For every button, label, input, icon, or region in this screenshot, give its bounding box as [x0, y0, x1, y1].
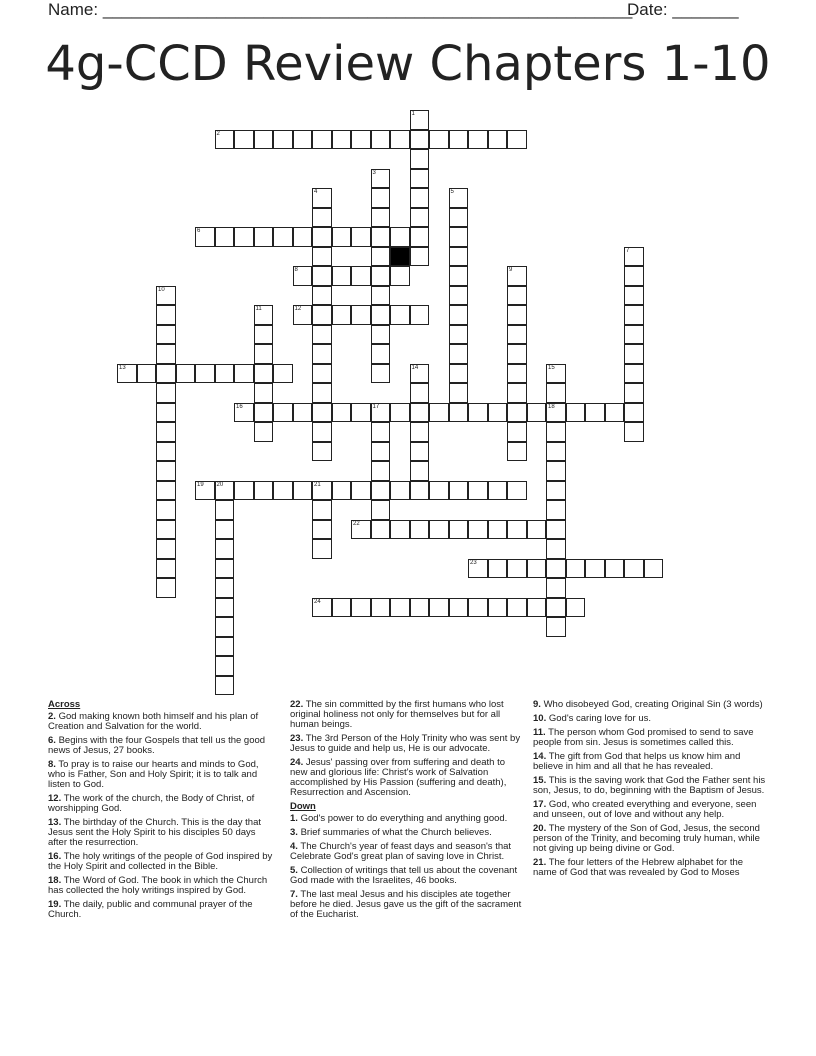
grid-cell[interactable]: [390, 598, 410, 618]
grid-cell[interactable]: [332, 481, 352, 501]
grid-cell[interactable]: [312, 500, 332, 520]
grid-cell[interactable]: [215, 364, 235, 384]
clue-down-15: 15. This is the saving work that God the Father sent his son, Jesus, to do, beginning with the Baptism of Jesus.: [533, 775, 766, 796]
grid-cell[interactable]: [449, 325, 469, 345]
clue-number: 7: [626, 247, 630, 254]
grid-cell[interactable]: [312, 305, 332, 325]
grid-cell[interactable]: [390, 266, 410, 286]
grid-cell[interactable]: [254, 481, 274, 501]
grid-cell[interactable]: [273, 403, 293, 423]
grid-cell[interactable]: [371, 598, 391, 618]
clue-number: 6: [197, 228, 201, 234]
clue-down-11: 11. The person whom God promised to send to save people from sin. Jesus is sometimes called this.: [533, 727, 754, 748]
grid-cell[interactable]: [215, 676, 235, 696]
grid-cell[interactable]: [566, 559, 586, 579]
grid-cell[interactable]: [371, 403, 391, 423]
clue-down-17: 17. God, who created everything and everyone, seen and unseen, out of love and without any help.: [533, 799, 757, 820]
grid-cell[interactable]: [293, 305, 313, 325]
grid-cell[interactable]: [293, 481, 313, 501]
grid-cell[interactable]: [371, 325, 391, 345]
grid-cell[interactable]: [449, 286, 469, 306]
grid-cell[interactable]: [546, 598, 566, 618]
grid-cell[interactable]: [234, 403, 254, 423]
grid-cell[interactable]: [468, 598, 488, 618]
grid-cell[interactable]: [371, 305, 391, 325]
grid-cell[interactable]: [254, 344, 274, 364]
grid-cell[interactable]: [156, 344, 176, 364]
clue-number: 23: [470, 559, 477, 566]
grid-cell[interactable]: [312, 227, 332, 247]
grid-cell[interactable]: [449, 188, 469, 208]
grid-cell[interactable]: [254, 130, 274, 150]
grid-cell[interactable]: [390, 130, 410, 150]
clue-across-16: 16. The holy writings of the people of God inspired by the Holy Spirit and collected in the Bible.: [48, 851, 273, 872]
grid-cell[interactable]: [312, 247, 332, 267]
grid-cell[interactable]: [410, 442, 430, 462]
across-heading: Across: [48, 699, 81, 710]
grid-cell[interactable]: [273, 130, 293, 150]
grid-cell[interactable]: [507, 442, 527, 462]
grid-cell[interactable]: [527, 598, 547, 618]
grid-cell[interactable]: [507, 520, 527, 540]
grid-cell[interactable]: [468, 130, 488, 150]
grid-cell[interactable]: [410, 208, 430, 228]
grid-cell[interactable]: [410, 520, 430, 540]
grid-cell[interactable]: [195, 364, 215, 384]
clue-number: 4: [314, 189, 318, 195]
grid-cell[interactable]: [254, 403, 274, 423]
grid-cell[interactable]: [156, 520, 176, 540]
clue-across-2: 2. God making known both himself and his plan of Creation and Salvation for the world.: [48, 711, 259, 732]
clue-number: 21: [314, 481, 321, 488]
grid-cell[interactable]: [351, 598, 371, 618]
grid-cell[interactable]: [488, 403, 508, 423]
grid-cell[interactable]: [215, 481, 235, 501]
grid-cell[interactable]: [156, 305, 176, 325]
grid-cell[interactable]: [488, 559, 508, 579]
grid-cell[interactable]: [507, 305, 527, 325]
grid-cell[interactable]: [527, 559, 547, 579]
grid-cell[interactable]: [546, 403, 566, 423]
grid-cell[interactable]: [332, 227, 352, 247]
grid-cell[interactable]: [546, 364, 566, 384]
grid-cell[interactable]: [312, 188, 332, 208]
clue-number: 3: [372, 169, 376, 176]
clue-number: 13: [119, 364, 126, 371]
grid-cell[interactable]: [215, 130, 235, 150]
grid-cell[interactable]: [410, 169, 430, 189]
grid-cell[interactable]: [468, 520, 488, 540]
grid-cell[interactable]: [624, 266, 644, 286]
grid-cell[interactable]: [371, 344, 391, 364]
grid-cell[interactable]: [332, 266, 352, 286]
grid-cell[interactable]: [624, 364, 644, 384]
clue-number: 14: [411, 364, 419, 371]
grid-cell[interactable]: [410, 247, 430, 267]
grid-cell[interactable]: [156, 442, 176, 462]
grid-cell[interactable]: [624, 344, 644, 364]
clue-number: 19: [197, 481, 204, 488]
grid-cell[interactable]: [507, 403, 527, 423]
grid-cell[interactable]: [371, 188, 391, 208]
grid-cell[interactable]: [312, 325, 332, 345]
clue-down-5: 5. Collection of writings that tell us about the covenant God made with the Israelites, 46 books.: [290, 865, 518, 886]
grid-cell[interactable]: [507, 559, 527, 579]
grid-cell[interactable]: [410, 598, 430, 618]
grid-cell[interactable]: [312, 598, 332, 618]
clue-down-7: 7. The last meal Jesus and his disciples ate together before he died. Jesus gave us the gift of the sacrament of the Eucharist.: [290, 889, 522, 920]
grid-cell[interactable]: [312, 422, 332, 442]
black-cell: [390, 247, 410, 267]
grid-cell[interactable]: [429, 520, 449, 540]
grid-cell[interactable]: [449, 344, 469, 364]
grid-cell[interactable]: [254, 305, 274, 325]
grid-cell[interactable]: [410, 364, 430, 384]
grid-cell[interactable]: [624, 383, 644, 403]
clue-number: 11: [255, 306, 262, 312]
grid-cell[interactable]: [488, 130, 508, 150]
grid-cell[interactable]: [351, 305, 371, 325]
clue-number: 5: [450, 189, 454, 195]
grid-cell[interactable]: [390, 305, 410, 325]
grid-cell[interactable]: [429, 598, 449, 618]
grid-cell[interactable]: [371, 130, 391, 150]
grid-cell[interactable]: [254, 227, 274, 247]
grid-cell[interactable]: [546, 422, 566, 442]
grid-cell[interactable]: [605, 559, 625, 579]
grid-cell[interactable]: [312, 286, 332, 306]
grid-cell[interactable]: [156, 383, 176, 403]
grid-cell[interactable]: [507, 383, 527, 403]
grid-cell[interactable]: [546, 617, 566, 637]
grid-cell[interactable]: [351, 227, 371, 247]
grid-cell[interactable]: [215, 520, 235, 540]
grid-cell[interactable]: [468, 481, 488, 501]
grid-cell[interactable]: [371, 422, 391, 442]
grid-cell[interactable]: [156, 461, 176, 481]
clues-column-3: [533, 700, 768, 882]
grid-cell[interactable]: [137, 364, 157, 384]
clue-down-21: 21. The four letters of the Hebrew alphabet for the name of God that was revealed by God to Moses: [533, 857, 744, 878]
grid-cell[interactable]: [507, 364, 527, 384]
clue-number: 15: [548, 364, 555, 371]
grid-cell[interactable]: [390, 227, 410, 247]
grid-cell[interactable]: [449, 364, 469, 384]
grid-cell[interactable]: [546, 442, 566, 462]
grid-cell[interactable]: [449, 305, 469, 325]
clue-number: 17: [372, 403, 380, 410]
grid-cell[interactable]: [585, 559, 605, 579]
clue-across-23: 23. The 3rd Person of the Holy Trinity who was sent by Jesus to guide and help us, He is our advocate.: [290, 733, 521, 754]
grid-cell[interactable]: [273, 227, 293, 247]
name-label: Name:: [48, 0, 99, 19]
clue-number: 24: [314, 598, 321, 605]
grid-cell[interactable]: [312, 344, 332, 364]
grid-cell[interactable]: [624, 305, 644, 325]
grid-cell[interactable]: [449, 247, 469, 267]
grid-cell[interactable]: [273, 364, 293, 384]
clue-number: 12: [294, 306, 302, 312]
grid-cell[interactable]: [488, 598, 508, 618]
grid-cell[interactable]: [156, 578, 176, 598]
grid-cell[interactable]: [156, 422, 176, 442]
grid-cell[interactable]: [254, 364, 274, 384]
grid-cell[interactable]: [449, 227, 469, 247]
grid-cell[interactable]: [488, 481, 508, 501]
clue-number: 2: [216, 130, 220, 137]
grid-cell[interactable]: [410, 149, 430, 169]
grid-cell[interactable]: [429, 403, 449, 423]
grid-cell[interactable]: [507, 325, 527, 345]
grid-cell[interactable]: [195, 227, 215, 247]
grid-cell[interactable]: [156, 325, 176, 345]
name-blank: ________________________________________________________: [102, 0, 633, 19]
grid-cell[interactable]: [351, 520, 371, 540]
clue-across-18: 18. The Word of God. The book in which the Church has collected the holy writings inspired by God.: [48, 875, 268, 896]
grid-cell[interactable]: [332, 598, 352, 618]
page-title: 4g-CCD Review Chapters 1-10: [45, 36, 771, 92]
grid-cell[interactable]: [312, 481, 332, 501]
grid-cell[interactable]: [527, 403, 547, 423]
grid-cell[interactable]: [449, 208, 469, 228]
grid-cell[interactable]: [312, 539, 332, 559]
grid-cell[interactable]: [371, 266, 391, 286]
clue-across-22: 22. The sin committed by the first humans who lost original holiness not only for themselves but for all human beings.: [290, 699, 504, 730]
grid-cell[interactable]: [624, 286, 644, 306]
grid-cell[interactable]: [176, 364, 196, 384]
grid-cell[interactable]: [273, 481, 293, 501]
grid-cell[interactable]: [546, 539, 566, 559]
grid-cell[interactable]: [371, 520, 391, 540]
grid-cell[interactable]: [429, 481, 449, 501]
grid-cell[interactable]: [644, 559, 664, 579]
date-label: Date:: [627, 0, 668, 19]
date-blank: _______: [672, 0, 739, 19]
grid-cell[interactable]: [624, 403, 644, 423]
grid-cell[interactable]: [351, 403, 371, 423]
grid-cell[interactable]: [371, 227, 391, 247]
grid-cell[interactable]: [254, 325, 274, 345]
grid-cell[interactable]: [410, 422, 430, 442]
grid-cell[interactable]: [624, 325, 644, 345]
grid-cell[interactable]: [546, 383, 566, 403]
grid-cell[interactable]: [507, 130, 527, 150]
grid-cell[interactable]: [293, 227, 313, 247]
clue-down-1: 1. God's power to do everything and anything good.: [290, 813, 508, 824]
grid-cell[interactable]: [215, 656, 235, 676]
grid-cell[interactable]: [215, 500, 235, 520]
grid-cell[interactable]: [410, 188, 430, 208]
clues-column-2: [290, 700, 523, 924]
grid-cell[interactable]: [254, 422, 274, 442]
grid-cell[interactable]: [312, 442, 332, 462]
grid-cell[interactable]: [429, 130, 449, 150]
grid-cell[interactable]: [410, 227, 430, 247]
clue-number: 20: [216, 481, 224, 488]
grid-cell[interactable]: [449, 383, 469, 403]
grid-cell[interactable]: [293, 130, 313, 150]
clue-down-4: 4. The Church's year of feast days and season's that Celebrate God's great plan of saving love in Christ.: [290, 841, 512, 862]
grid-cell[interactable]: [234, 130, 254, 150]
grid-cell[interactable]: [351, 266, 371, 286]
clue-down-9: 9. Who disobeyed God, creating Original Sin (3 words): [533, 699, 763, 710]
grid-cell[interactable]: [312, 383, 332, 403]
clue-number: 1: [411, 111, 415, 117]
clue-across-8: 8. To pray is to raise our hearts and minds to God, who is Father, Son and Holy Spirit; it is to talk and listen to God.: [48, 759, 259, 790]
grid-cell[interactable]: [312, 266, 332, 286]
grid-cell[interactable]: [605, 403, 625, 423]
grid-cell[interactable]: [156, 481, 176, 501]
grid-cell[interactable]: [332, 130, 352, 150]
grid-cell[interactable]: [410, 383, 430, 403]
grid-cell[interactable]: [371, 247, 391, 267]
grid-cell[interactable]: [449, 598, 469, 618]
down-heading: Down: [290, 801, 316, 812]
grid-cell[interactable]: [468, 403, 488, 423]
clue-number: 22: [353, 520, 360, 527]
grid-cell[interactable]: [156, 500, 176, 520]
clue-number: 9: [509, 267, 513, 273]
grid-cell[interactable]: [449, 266, 469, 286]
grid-cell[interactable]: [312, 208, 332, 228]
grid-cell[interactable]: [546, 578, 566, 598]
grid-cell[interactable]: [293, 403, 313, 423]
grid-cell[interactable]: [215, 539, 235, 559]
clue-across-24: 24. Jesus' passing over from suffering and death to new and glorious life: Christ's work of Salvation accomplished by His Passion (suffering and death), Resurrection and Ascension.: [290, 757, 507, 798]
grid-cell[interactable]: [390, 520, 410, 540]
clue-down-10: 10. God's caring love for us.: [533, 713, 651, 724]
grid-cell[interactable]: [449, 481, 469, 501]
grid-cell[interactable]: [546, 461, 566, 481]
grid-cell[interactable]: [371, 481, 391, 501]
grid-cell[interactable]: [566, 598, 586, 618]
clue-number: 10: [158, 286, 165, 293]
grid-cell[interactable]: [215, 578, 235, 598]
grid-cell[interactable]: [468, 559, 488, 579]
grid-cell[interactable]: [215, 559, 235, 579]
grid-cell[interactable]: [410, 481, 430, 501]
clue-across-19: 19. The daily, public and communal prayer of the Church.: [48, 899, 253, 920]
clue-number: 16: [236, 403, 243, 410]
grid-cell[interactable]: [156, 559, 176, 579]
grid-cell[interactable]: [156, 403, 176, 423]
grid-cell[interactable]: [546, 520, 566, 540]
grid-cell[interactable]: [507, 266, 527, 286]
grid-cell[interactable]: [449, 130, 469, 150]
grid-cell[interactable]: [312, 520, 332, 540]
grid-cell[interactable]: [156, 286, 176, 306]
grid-cell[interactable]: [624, 422, 644, 442]
grid-cell[interactable]: [351, 481, 371, 501]
grid-cell[interactable]: [195, 481, 215, 501]
grid-cell[interactable]: [546, 481, 566, 501]
grid-cell[interactable]: [488, 520, 508, 540]
grid-cell[interactable]: [215, 637, 235, 657]
grid-cell[interactable]: [156, 539, 176, 559]
grid-cell[interactable]: [371, 169, 391, 189]
grid-cell[interactable]: [624, 559, 644, 579]
grid-cell[interactable]: [312, 403, 332, 423]
grid-cell[interactable]: [332, 403, 352, 423]
grid-cell[interactable]: [371, 286, 391, 306]
grid-cell[interactable]: [410, 403, 430, 423]
grid-cell[interactable]: [507, 286, 527, 306]
grid-cell[interactable]: [371, 500, 391, 520]
grid-cell[interactable]: [566, 403, 586, 423]
grid-cell[interactable]: [546, 559, 566, 579]
grid-cell[interactable]: [215, 227, 235, 247]
grid-cell[interactable]: [254, 383, 274, 403]
grid-cell[interactable]: [332, 305, 352, 325]
grid-cell[interactable]: [507, 344, 527, 364]
grid-cell[interactable]: [410, 305, 430, 325]
grid-cell[interactable]: [371, 442, 391, 462]
clue-across-6: 6. Begins with the four Gospels that tell us the good news of Jesus, 27 books.: [48, 735, 266, 756]
grid-cell[interactable]: [585, 403, 605, 423]
grid-cell[interactable]: [390, 481, 410, 501]
grid-cell[interactable]: [449, 403, 469, 423]
grid-cell[interactable]: [624, 247, 644, 267]
grid-cell[interactable]: [449, 520, 469, 540]
grid-cell[interactable]: [410, 110, 430, 130]
clue-across-12: 12. The work of the church, the Body of Christ, of worshipping God.: [48, 793, 255, 814]
clue-down-20: 20. The mystery of the Son of God, Jesus, the second person of the Trinity, and becoming truly human, while not giving up being divine or God.: [533, 823, 760, 854]
grid-cell[interactable]: [234, 481, 254, 501]
grid-cell[interactable]: [215, 598, 235, 618]
clue-number: 18: [548, 403, 555, 410]
grid-cell[interactable]: [312, 130, 332, 150]
grid-cell[interactable]: [371, 208, 391, 228]
grid-cell[interactable]: [546, 500, 566, 520]
grid-cell[interactable]: [410, 130, 430, 150]
grid-cell[interactable]: [371, 461, 391, 481]
grid-cell[interactable]: [234, 364, 254, 384]
grid-cell[interactable]: [507, 598, 527, 618]
grid-cell[interactable]: [215, 617, 235, 637]
grid-cell[interactable]: [234, 227, 254, 247]
clue-across-13: 13. The birthday of the Church. This is the day that Jesus sent the Holy Spirit to his disciples 50 days after the resurrection.: [48, 817, 262, 848]
grid-cell[interactable]: [507, 422, 527, 442]
grid-cell[interactable]: [293, 266, 313, 286]
grid-cell[interactable]: [527, 520, 547, 540]
grid-cell[interactable]: [156, 364, 176, 384]
clue-number: 8: [294, 267, 298, 273]
grid-cell[interactable]: [410, 461, 430, 481]
grid-cell[interactable]: [117, 364, 137, 384]
clue-down-14: 14. The gift from God that helps us know him and believe in him and all that he has revealed.: [533, 751, 741, 772]
grid-cell[interactable]: [351, 130, 371, 150]
grid-cell[interactable]: [507, 481, 527, 501]
grid-cell[interactable]: [390, 403, 410, 423]
clue-down-3: 3. Brief summaries of what the Church believes.: [290, 827, 492, 838]
clues-column-1: [48, 700, 276, 924]
grid-cell[interactable]: [371, 364, 391, 384]
grid-cell[interactable]: [312, 364, 332, 384]
